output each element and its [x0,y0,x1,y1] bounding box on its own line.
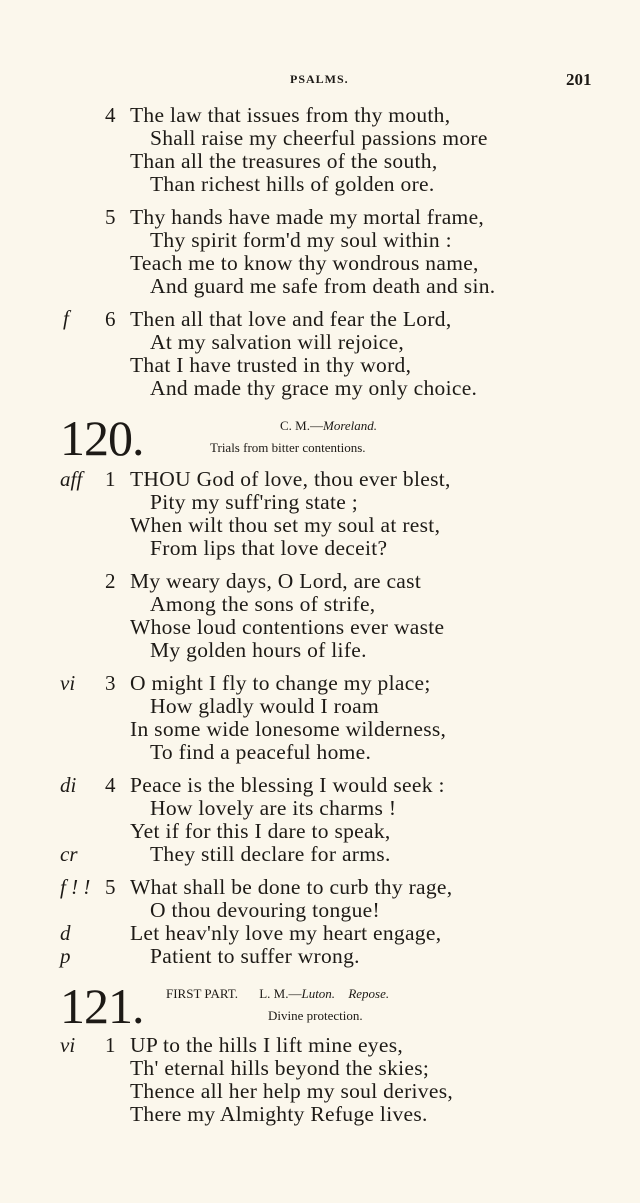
verse-line: Thy spirit form'd my soul within : [150,228,452,252]
verse-line: They still declare for arms. [150,842,391,866]
stanza-number: 1 [105,467,116,491]
verse-line: Thy hands have made my mortal frame, [130,205,485,229]
hymn-number: 121. [60,978,144,1034]
verse-line: Shall raise my cheerful passions more [150,126,488,150]
verse-line: Peace is the blessing I would seek : [130,773,445,797]
hymn-subject: Trials from bitter contentions. [210,440,366,455]
tune-name: Moreland. [322,418,378,433]
verse-line: Than all the treasures of the south, [130,149,438,173]
verse-line: There my Almighty Refuge lives. [130,1102,428,1126]
stanza-number: 6 [105,307,116,331]
page-number: 201 [566,70,592,89]
hymn-number: 120. [60,410,144,466]
verse-line: O thou devouring tongue! [150,898,380,922]
verse-line: My golden hours of life. [150,638,367,662]
dynamic-mark: vi [60,1033,76,1057]
stanza-number: 1 [105,1033,116,1057]
verse-line: O might I fly to change my place; [130,671,431,695]
verse-line: In some wide lonesome wilderness, [130,717,447,741]
verse-line: The law that issues from thy mouth, [130,103,451,127]
verse-line: How lovely are its charms ! [150,796,397,820]
dynamic-mark: f [63,306,69,330]
running-title: PSALMS. [290,72,349,86]
stanza-number: 5 [105,205,116,229]
verse-line: THOU God of love, thou ever blest, [130,467,451,491]
verse-line: Th' eternal hills beyond the skies; [130,1056,430,1080]
verse-line: My weary days, O Lord, are cast [130,569,422,593]
dynamic-mark: aff [60,467,83,491]
stanza-number: 2 [105,569,116,593]
hymn-meter [280,418,377,434]
verse-line: How gladly would I roam [150,694,380,718]
dynamic-mark: cr [60,842,78,866]
meter-label: L. M.— [259,986,302,1001]
verse-line: What shall be done to curb thy rage, [130,875,453,899]
tune-name: Luton. [301,986,336,1001]
verse-line: At my salvation will rejoice, [150,330,405,354]
verse-line: To find a peaceful home. [150,740,372,764]
part-label: FIRST PART. [166,986,238,1001]
dynamic-mark: vi [60,671,76,695]
stanza-number: 3 [105,671,116,695]
dynamic-mark: d [60,921,71,945]
verse-line: Than richest hills of golden ore. [150,172,435,196]
tune-name-alt: Repose. [348,986,390,1001]
verse-line: Yet if for this I dare to speak, [130,819,391,843]
stanza-number: 4 [105,773,116,797]
verse-line: And made thy grace my only choice. [150,376,478,400]
verse-line: Let heav'nly love my heart engage, [130,921,442,945]
dynamic-mark: p [60,944,71,968]
verse-line: And guard me safe from death and sin. [150,274,496,298]
dynamic-mark: f ! ! [60,875,91,899]
meter-label: C. M.— [280,418,323,433]
verse-line: Then all that love and fear the Lord, [130,307,452,331]
verse-line: Patient to suffer wrong. [150,944,360,968]
stanza-number: 5 [105,875,116,899]
verse-line: Thence all her help my soul derives, [130,1079,454,1103]
verse-line: UP to the hills I lift mine eyes, [130,1033,404,1057]
dynamic-mark: di [60,773,77,797]
verse-line: Pity my suff'ring state ; [150,490,359,514]
verse-line: From lips that love deceit? [150,536,388,560]
hymn-meter [166,986,389,1002]
verse-line: That I have trusted in thy word, [130,353,412,377]
stanza-number: 4 [105,103,116,127]
verse-line: Whose loud contentions ever waste [130,615,445,639]
verse-line: Among the sons of strife, [150,592,376,616]
hymn-subject: Divine protection. [268,1008,363,1023]
verse-line: When wilt thou set my soul at rest, [130,513,441,537]
verse-line: Teach me to know thy wondrous name, [130,251,479,275]
